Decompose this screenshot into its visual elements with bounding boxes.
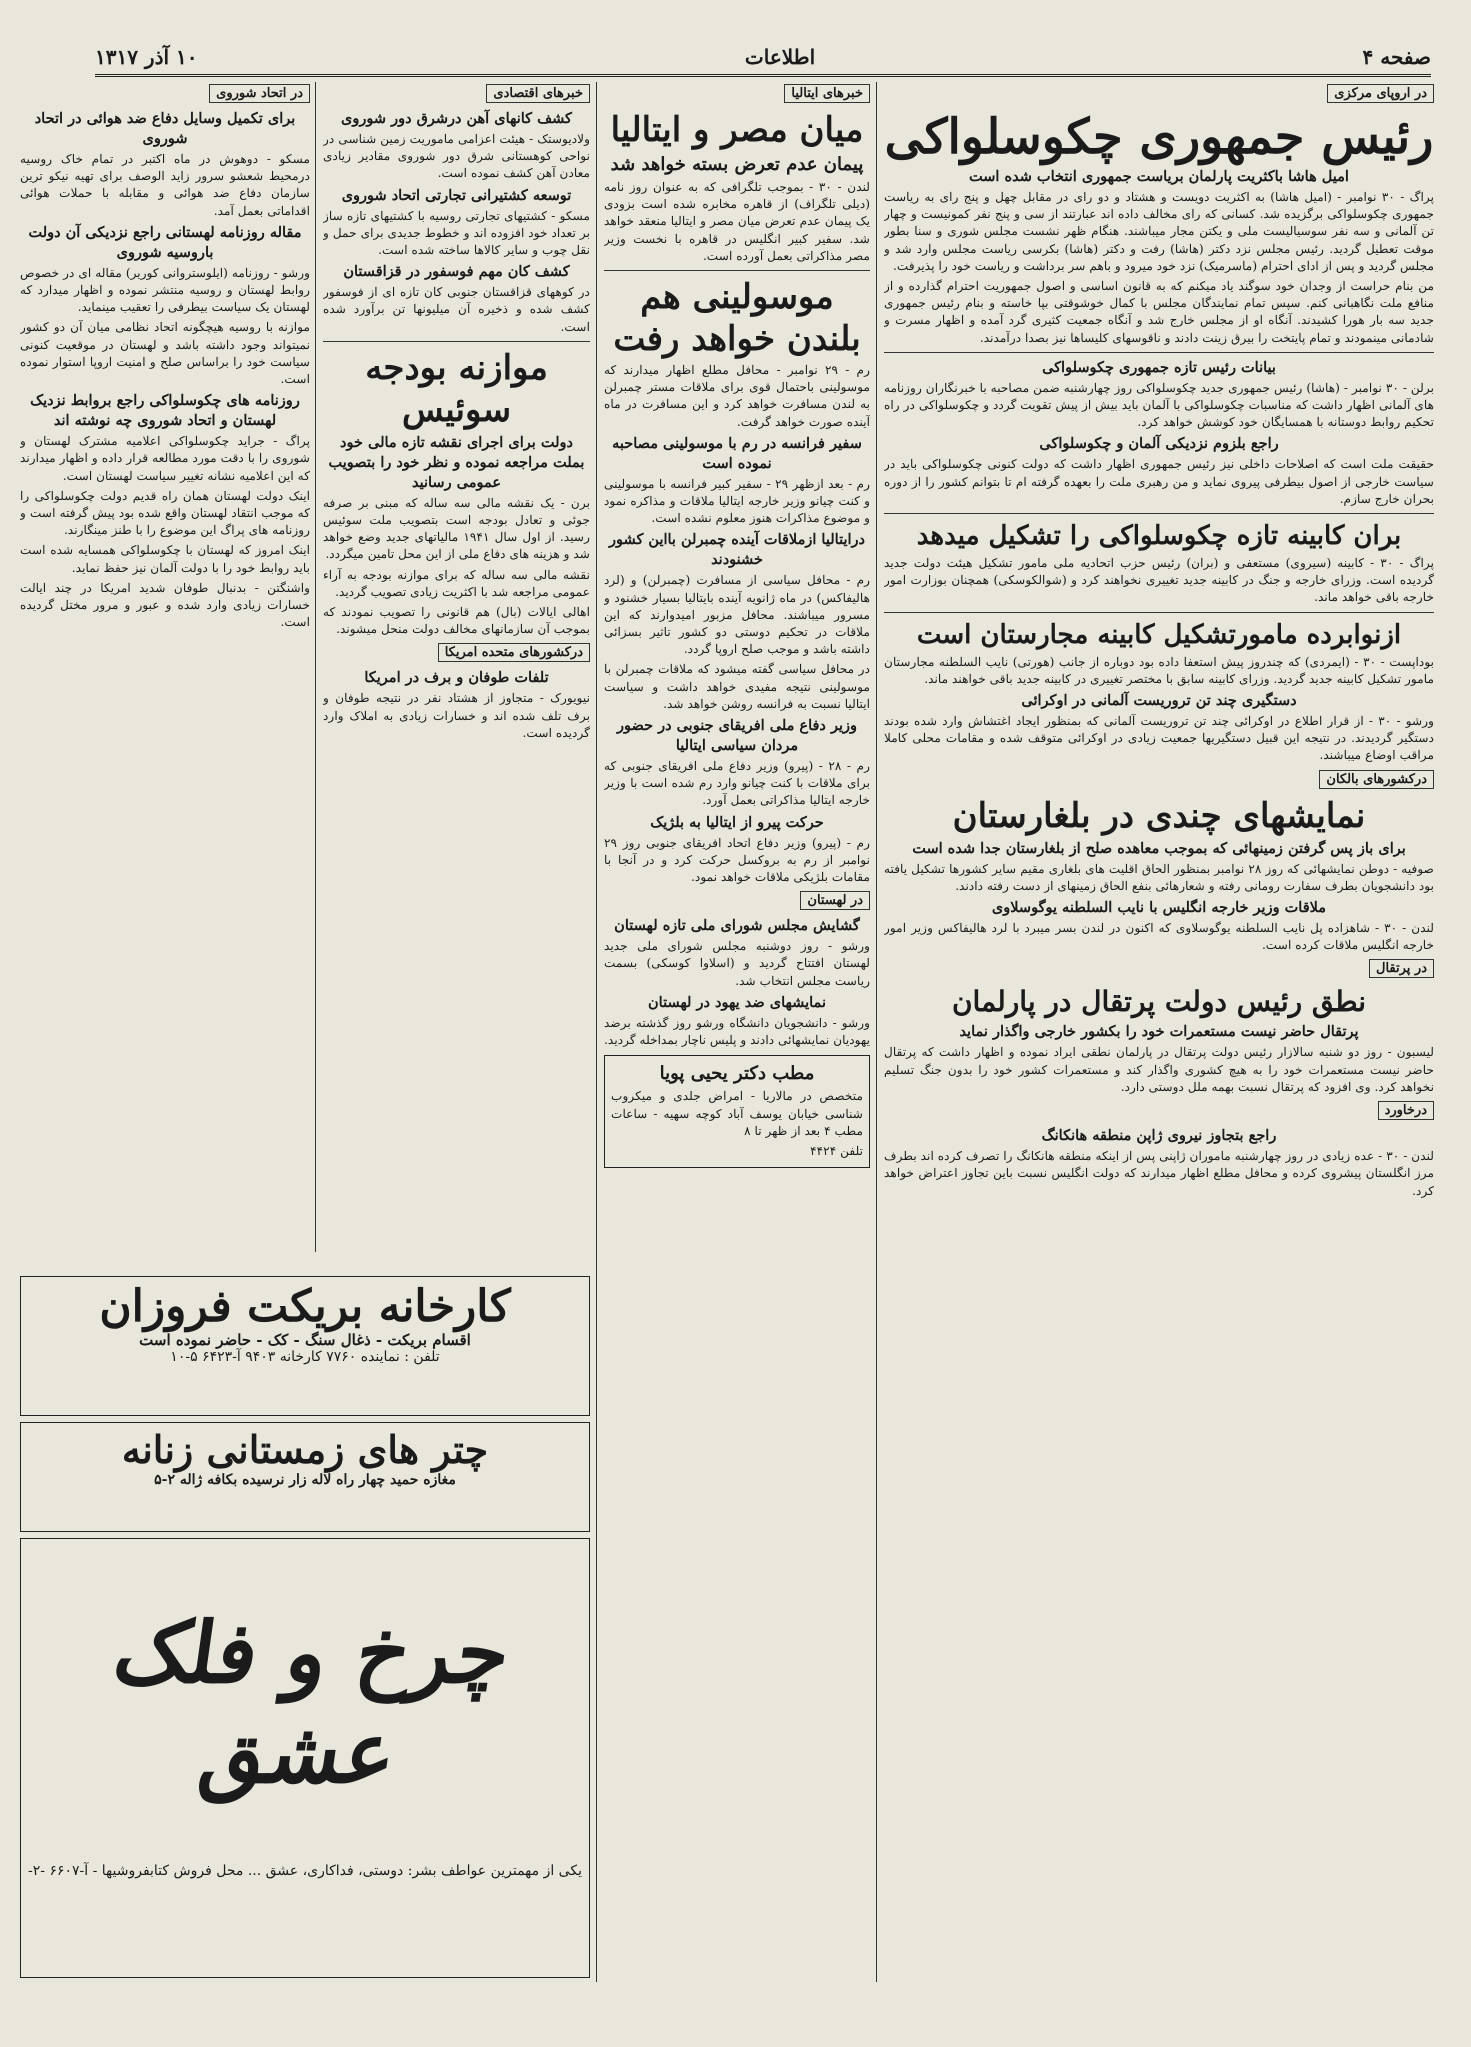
column-central-europe bbox=[884, 82, 1434, 1992]
divider bbox=[884, 513, 1434, 514]
ad-umbrellas bbox=[20, 1422, 590, 1532]
ad-text: مغازه حمید چهار راه لاله زار نرسیده بکافه ژاله ۲-۵ bbox=[154, 1472, 456, 1488]
column-divider bbox=[596, 82, 597, 1982]
masthead bbox=[95, 40, 1431, 77]
divider bbox=[323, 341, 590, 342]
article-text: بوداپست - ۳۰ - (ایمردی) که چندروز پیش استعفا داده بود دوباره از جانب (هورتی) نایب السلطنه مجارستان مامور تشکیل کابینه جدید گردید. وزرای کابینه سابق با مختصر تغییری در کابینه جدید باقی خواهند ماند. bbox=[884, 654, 1434, 686]
subheadline: امیل هاشا باکثریت پارلمان بریاست جمهوری انتخاب شده است bbox=[969, 168, 1349, 185]
section-label: خبرهای اقتصادی bbox=[486, 84, 590, 103]
article-text: رم - محافل سیاسی از مسافرت (چمبرلن) و (لرد هالیفاکس) در ماه ژانویه آینده بایتالیا بسیار خشنود و مسرور میباشند. محافل مزبور امیدوارند که این ملاقات در تحکیم دوستی دو کشور تاثیر بسزائی داشته باشد و موجب صلح اروپا گردد. bbox=[604, 573, 870, 657]
column-italy-news bbox=[604, 82, 870, 1992]
article-text: ورشو - ۳۰ - از قرار اطلاع در اوکرائی چند تن تروریست آلمانی که بمنظور ایجاد اغتشاش وارد شده بودند دستگیر گردیدند. در نتیجه این قبیل دستگیریها جمعیت زیادی در اوکرائی متوقف شده و مقامات محلی کاملا مراقب اوضاع میباشند. bbox=[884, 714, 1434, 763]
article-text: پراگ - جراید چکوسلواکی اعلامیه مشترک لهستان و شوروی را با دقت مورد مطالعه قرار داده و اظهار میدارند که این اعلامیه نشانه تغییر سیاست لهستان است. bbox=[20, 434, 310, 483]
ad-title: چرخ و فلک عشق bbox=[107, 1603, 517, 1802]
section-label: درکشورهای متحده امریکا bbox=[438, 643, 590, 662]
advertisement-clinic bbox=[604, 1055, 870, 1168]
section-label: در اروپای مرکزی bbox=[1327, 84, 1434, 103]
column-divider bbox=[876, 82, 877, 1982]
article-text: برن - یک نقشه مالی سه ساله که مبنی بر صرفه جوئی و تعادل بودجه است بتصویب ملت سوئیس رسید. از اول سال ۱۹۴۱ مالیاتهای جدید وضع خواهد شد و هزینه های دفاع ملی از این محل تامین میگردد. bbox=[323, 495, 590, 562]
headline: مقاله روزنامه لهستانی راجع نزدیکی آن دولت باروسیه شوروی bbox=[28, 223, 302, 261]
column-soviet-news bbox=[20, 82, 310, 1252]
article-text: مسکو - کشتیهای تجارتی روسیه با کشتیهای تازه ساز بر تعداد خود افزوده اند و خطوط جدیدی برای حمل و نقل چوب و سایر کالاها ساخته شده است. bbox=[323, 208, 590, 258]
headline: بیانات رئیس تازه جمهوری چکوسلواکی bbox=[1042, 358, 1276, 376]
article-text: موازنه با روسیه هیچگونه اتحاد نظامی میان آن دو کشور نمیتواند وجود داشته باشد و لهستان در موقعیت کنونی سیاست خود را براساس صلح و امنیت اروپا استوار نموده است. bbox=[20, 320, 310, 387]
article-text: اینک دولت لهستان همان راه قدیم دولت چکوسلواکی را که موجب انتقاد لهستان واقع شده بود پیش گرفته است و روزنامه های پراگ این موضوع را با طنز مینگارند. bbox=[20, 488, 310, 538]
ad-title: مطب دکتر یحیی پویا bbox=[659, 1063, 815, 1085]
section-label: در اتحاد شوروی bbox=[209, 84, 310, 103]
headline: تلفات طوفان و برف در امریکا bbox=[364, 669, 549, 687]
article-text: ورشو - دانشجویان دانشگاه ورشو روز گذشته برضد یهودیان نمایشهائی دادند و پلیس ناچار بمداخله گردید. bbox=[604, 1015, 870, 1048]
divider bbox=[884, 352, 1434, 353]
ad-phone: تلفن : نماینده ۷۷۶۰ کارخانه ۹۴۰۳ آ-۶۴۲۳ ۵-۱۰ bbox=[170, 1349, 440, 1365]
article-text: لیسبون - روز دو شنبه سالازار رئیس دولت پرتقال در پارلمان نطقی ایراد نموده و اظهار داشت که پرتقال حاضر نیست مستعمرات خود را به هیچ کشوری واگذار کند و مستعمرات کشور خود را بدون جنگ تسلیم نخواهد کرد. وی افزود که پرتقال نسبت بهمه ملل دوستی دارد. bbox=[884, 1045, 1434, 1094]
headline: دستگیری چند تن تروریست آلمانی در اوکرائی bbox=[1021, 692, 1297, 710]
article-text: مسکو - دوهوش در ماه اکتبر در تمام خاک روسیه درمحیط شعشو سرور زاید الوصف برای تهیه نیکو ترین سازمان دفاع ضد هوائی و مقابله با حملات هوائی اقداماتی بعمل آمد. bbox=[20, 152, 310, 218]
headline: سفیر فرانسه در رم با موسولینی مصاحبه نموده است bbox=[612, 434, 862, 472]
headline: ملاقات وزیر خارجه انگلیس با نایب السلطنه یوگوسلاوی bbox=[991, 899, 1327, 917]
headline: کشف کانهای آهن درشرق دور شوروی bbox=[341, 110, 572, 127]
headline: رئیس جمهوری چکوسلواکی bbox=[884, 109, 1434, 165]
issue-date: ۱۰ آذر ۱۳۱۷ bbox=[95, 45, 198, 69]
column-economic-news bbox=[323, 82, 590, 1272]
article-text: ورشو - روزنامه (ایلوستروانی کوریر) مقاله ای در خصوص روابط لهستان و روسیه منتشر نموده و اظهار میدارد که لهستان یک سیاست بیطرفی را تعقیب مینماید. bbox=[20, 265, 310, 315]
subheadline: پرتقال حاضر نیست مستعمرات خود را بکشور خارجی واگذار نماید bbox=[959, 1023, 1359, 1041]
headline: روزنامه های چکوسلواکی راجع بروابط نزدیک لهستان و اتحاد شوروی چه نوشته اند bbox=[30, 392, 300, 430]
headline: راجع بتجاوز نیروی ژاپن منطقه هانکانگ bbox=[1041, 1127, 1277, 1145]
article-text: رم - ۲۹ نوامبر - محافل مطلع اظهار میدارند که موسولینی باحتمال قوی برای ملاقات مستر چمبرلن به لندن مسافرت خواهد کرد و این مسافرت در ماه آینده صورت خواهد گرفت. bbox=[604, 363, 870, 429]
article-text: اینک امروز که لهستان با چکوسلواکی همسایه شده است باید روابط خود را با دولت آلمان نیز حفظ نماید. bbox=[20, 543, 310, 575]
headline: نمایشهای چندی در بلغارستان bbox=[952, 795, 1366, 836]
subheadline: برای باز پس گرفتن زمینهائی که بموجب معاهده صلح از بلغارستان جدا شده است bbox=[912, 839, 1406, 857]
subheadline: پیمان عدم تعرض بسته خواهد شد bbox=[610, 154, 864, 175]
divider bbox=[884, 612, 1434, 613]
article-text: در کوههای قزاقستان جنوبی کان تازه ای از فوسفور کشف شده و ذخیره آن میلیونها تن برآورد شده است. bbox=[323, 285, 590, 334]
headline: موازنه بودجه سوئیس bbox=[365, 347, 548, 430]
headline: بران کابینه تازه چکوسلواکی را تشکیل میدهد bbox=[916, 521, 1402, 552]
ad-title: کارخانه بریکت فروزان bbox=[99, 1281, 511, 1332]
headline: میان مصر و ایتالیا bbox=[610, 110, 864, 150]
article-text: لندن - ۳۰ - بموجب تلگرافی که به عنوان روز نامه (دیلی تلگراف) از قاهره مخابره شده است بزودی یک پیمان عدم تعرض میان مصر و ایتالیا منعقد خواهد شد. سفیر کبیر انگلیس در قاهره با نخست وزیر مصر مذاکراتی بعمل آورده است. bbox=[604, 180, 870, 263]
article-text: لندن - ۳۰ - عده زیادی در روز چهارشنبه ماموران ژاپنی پس از اینکه منطقه هانکانگ را تصرف کرده اند بطرف مرز انگلستان پیشروی کرده و محافل مطلع اظهار میدارند که دولت انگلیس نسبت باین تجاوز اعتراض خواهد کرد. bbox=[884, 1149, 1434, 1198]
ad-book bbox=[20, 1538, 590, 1978]
subheadline: دولت برای اجرای نقشه تازه مالی خود بملت مراجعه نموده و نظر خود را بتصویب عمومی رسانید bbox=[328, 433, 585, 491]
page-number: صفحه ۴ bbox=[1362, 45, 1431, 69]
section-label: در پرتقال bbox=[1369, 959, 1434, 978]
headline: حرکت پیرو از ایتالیا به بلژیک bbox=[650, 813, 824, 831]
advertisements bbox=[20, 1270, 590, 2010]
article-text: حقیقت ملت است که اصلاحات داخلی نیز رئیس جمهوری اظهار داشت که دولت کنونی چکوسلواکی باید در سیاست خارجی از اصول بیطرفی پیروی نماید و من رهبری ملت را بعهده گرفته ام تا بتوانم کشور را از دوره بحران خارج سازم. bbox=[884, 457, 1434, 506]
column-divider bbox=[315, 82, 316, 1252]
article-text: در محافل سیاسی گفته میشود که ملاقات چمبرلن با موسولینی نتیجه مفیدی خواهد داشت و سیاست ایتالیا نسبت به فرانسه روشن خواهد شد. bbox=[604, 662, 870, 711]
article-text: نیویورک - متجاوز از هشتاد نفر در نتیجه طوفان و برف تلف شده اند و خسارات زیادی به املاک وارد گردیده است. bbox=[323, 691, 590, 740]
headline: برای تکمیل وسایل دفاع ضد هوائی در اتحاد شوروی bbox=[34, 110, 296, 147]
article-text: رم - (پیرو) وزیر دفاع اتحاد افریقای جنوبی روز ۲۹ نوامبر از رم به بروکسل حرکت کرد و در آنجا با مقامات بلژیکی ملاقات خواهد نمود. bbox=[604, 835, 870, 885]
ad-text: اقسام بریکت - ذغال سنگ - کک - حاضر نموده است bbox=[139, 1331, 471, 1349]
article-text: نقشه مالی سه ساله که برای موازنه بودجه به آراء عمومی مراجعه شد با اکثریت زیادی تصویب گردید. bbox=[323, 567, 590, 599]
article-text: صوفیه - دوطن نمایشهائی که روز ۲۸ نوامبر بمنظور الحاق اقلیت های بلغاری مقیم سایر کشورها تشکیل یافته بود دانشجویان بطرف سفارت رومانی رفته و شعارهائی بنفع الحاق زمینهای از دست رفته دادند. bbox=[884, 861, 1434, 893]
ad-text: متخصص در مالاریا - امراض جلدی و میکروب شناسی خیابان یوسف آباد کوچه سهیه - ساعات مطب ۴ بعد از ظهر تا ۸ bbox=[611, 1089, 863, 1138]
article-text: پراگ - ۳۰ - کابینه (سیروی) مستعفی و (بران) رئیس حزب اتحادیه ملی مامور تشکیل هیئت دولت جدید گردیده است. وزرای خارجه و جنگ در کابینه جدید تغییری نخواهند کرد و (شوالکوسکی) همچنان بوزارت امور خارجه باقی خواهد ماند. bbox=[884, 556, 1434, 605]
article-text: ورشو - روز دوشنبه مجلس شورای ملی جدید لهستان افتتاح گردید و (اسلاوا کوسکی) بسمت ریاست مجلس انتخاب شد. bbox=[604, 939, 870, 988]
section-label: در لهستان bbox=[800, 891, 870, 910]
paper-name: اطلاعات bbox=[744, 45, 816, 69]
article-text: من بنام حراست از وجدان خود سوگند یاد میکنم که به قانون اساسی و اصول جمهوریت احترام گذارده و از منافع ملت نگاهبانی کنم. سپس تمام نمایندگان مجلس با کمال خوشوقتی بپا خاسته و بنام رئیس جمهوری جدید سه بار هورا کشیدند. آنگاه او از مجلس خارج شد و آنگاه جمعیت کثیری گرد آمده و اظهار مسرت و شادمانی مینمودند و تمام پایتخت را بیرق زینت دادند و ناقوسهای کلیساها نیز بصدا درآمدند. bbox=[884, 279, 1434, 345]
section-label: درخاورد bbox=[1378, 1101, 1434, 1120]
ad-phone: تلفن ۴۴۲۴ bbox=[810, 1143, 863, 1158]
headline: کشف کان مهم فوسفور در قزاقستان bbox=[343, 263, 570, 281]
article-text: پراگ - ۳۰ نوامبر - (امیل هاشا) به اکثریت دویست و هشتاد و دو رای در مقابل چهل و پنج رای به ریاست جمهوری چکوسلواکی برگزیده شد. کسانی که رای مخالف داده اند عبارتند از سی و پنج نفر کمونیست و چهار تن آلمانی و سه نفر سوسیالیست ملی و یکتن مجار میباشند. هنگام ظهر نشست مجلس شوری و سنا بطور موقت تعطیل گردید. رئیس مجلس نزد دکتر (هاشا) رفت و دکتر (هاشا) بکرسی ریاست مجلس وارد شد و مجلس گردید و پس از ادای احترام (ماسرمیک) نزد خود میرود و باهم سر برداشت و ریاست خود را پذیرفت. bbox=[884, 190, 1434, 273]
article-text: واشنگتن - بدنبال طوفان شدید امریکا در چند ایالت خسارات زیادی وارد شده و عبور و مرور مختل گردیده است. bbox=[20, 580, 310, 630]
headline: وزیر دفاع ملی افریقای جنوبی در حضور مردان سیاسی ایتالیا bbox=[617, 717, 857, 755]
ad-text: یکی از مهمترین عواطف بشر: دوستی، فداکاری، عشق ... محل فروش کتابفروشیها - آ-۶۶۰۷ -۲- bbox=[28, 1863, 582, 1879]
headline: موسولینی هم بلندن خواهد رفت bbox=[613, 277, 861, 360]
section-label: خبرهای ایتالیا bbox=[784, 84, 870, 103]
article-text: رم - ۲۸ - (پیرو) وزیر دفاع ملی افریقای جنوبی که برای ملاقات با کنت چیانو وارد رم شده است با وزیر خارجه ایتالیا مذاکراتی بعمل آورد. bbox=[604, 759, 870, 808]
ad-briquette bbox=[20, 1276, 590, 1416]
headline: ازنوابرده مامورتشکیل کابینه مجارستان است bbox=[916, 619, 1402, 650]
article-text: اهالی ایالات (بال) هم قانونی را تصویب نمودند که بموجب آن سازمانهای مخالف دولت منحل میشوند. bbox=[323, 605, 590, 637]
ad-title: چتر های زمستانی زنانه bbox=[121, 1427, 489, 1472]
headline: گشایش مجلس شورای ملی تازه لهستان bbox=[614, 917, 860, 935]
headline: راجع بلزوم نزدیکی آلمان و چکوسلواکی bbox=[1039, 435, 1279, 453]
article-text: لندن - ۳۰ - شاهزاده پل نایب السلطنه یوگوسلاوی که اکنون در لندن بسر میبرد با لرد هالیفاکس وزیر امور خارجه انگلیس ملاقات کرده است. bbox=[884, 921, 1434, 953]
article-text: برلن - ۳۰ نوامبر - (هاشا) رئیس جمهوری جدید چکوسلواکی روز چهارشنبه ضمن مصاحبه با خبرنگاران روزنامه های آلمانی اظهار داشت که مناسبات چکوسلواکی با آلمان باید بیش از پیش تقویت گردد و چکوسلواکی در راه تحکیم روابط دوستانه با همسایگان خود کوشش خواهد کرد. bbox=[884, 380, 1434, 430]
headline: نمایشهای ضد یهود در لهستان bbox=[648, 993, 826, 1011]
divider bbox=[604, 270, 870, 271]
headline: نطق رئیس دولت پرتقال در پارلمان bbox=[951, 985, 1367, 1019]
headline: درایتالیا ازملاقات آینده چمبرلن بااین کشور خشنودند bbox=[609, 531, 865, 569]
headline: توسعه کشتیرانی تجارتی اتحاد شوروی bbox=[341, 186, 572, 204]
article-text: رم - بعد ازظهر ۲۹ - سفیر کبیر فرانسه با موسولینی و کنت چیانو وزیر خارجه ایتالیا ملاقات و مذاکره نمود و موضوع مذاکرات هنوز معلوم نشده است. bbox=[604, 476, 870, 526]
article-text: ولادیوستک - هیئت اعزامی ماموریت زمین شناسی در نواحی کوهستانی شرق دور شوروی مقادیر زیادی معادن آهن کشف نموده است. bbox=[323, 132, 590, 181]
section-label: درکشورهای بالکان bbox=[1319, 770, 1434, 789]
